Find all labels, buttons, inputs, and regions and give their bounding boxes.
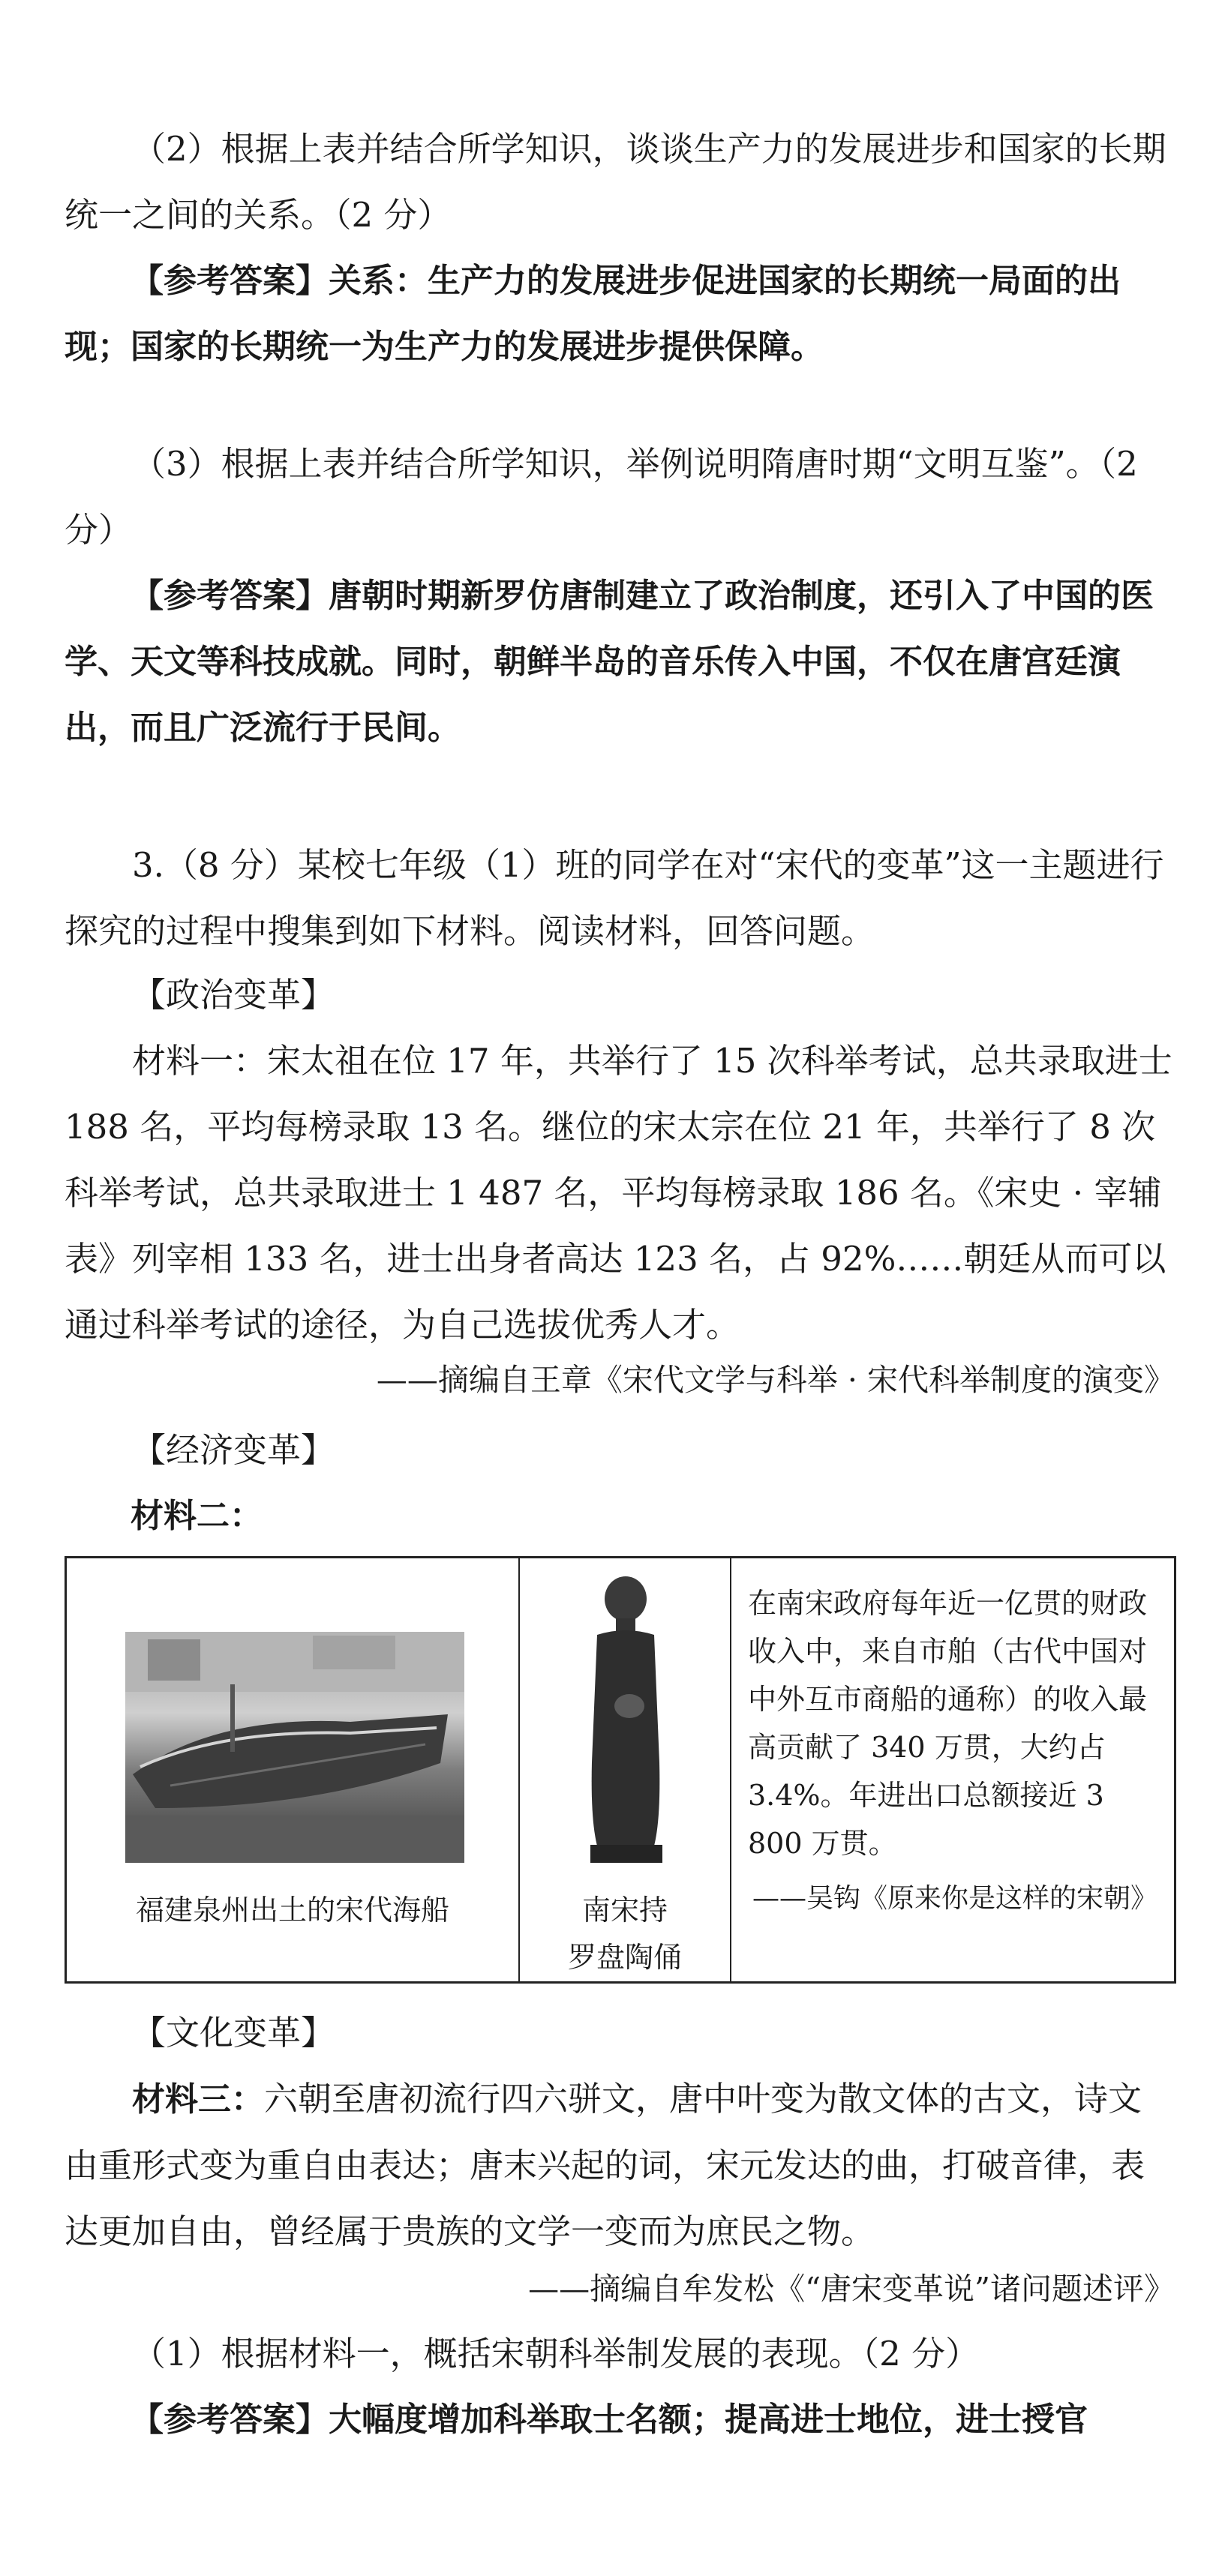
boat-cell — [67, 1558, 520, 1981]
answer-3-1: 【参考答案】大幅度增加科举取士名额；提高进士地位，进士授官 — [131, 2401, 1088, 2439]
answer-2-3: 【参考答案】唐朝时期新罗仿唐制建立了政治制度，还引入了中国的医学、天文等科技成就。同时，朝鲜半岛的音乐传入中国，不仅在唐宫廷演出，而且广泛流行于民间。 — [65, 577, 1154, 747]
figure-cell — [520, 1558, 731, 1981]
material-1: 材料一：宋太祖在位 17 年，共举行了 15 次科举考试，总共录取进士 188 名，平均每榜录取 13 名。继位的宋太宗在位 21 年，共举行了 8 次科举考试，总共录取进士 1 487 名，平均每榜录取 186 名。《宋史 · 宰辅表》列宰相 133 名，进士出身者高达 123 名，占 92%……朝廷从而可以通过科举考试的途径，为自己选拔优秀人才。 — [65, 1041, 1172, 1345]
material-3 — [65, 2066, 1175, 2265]
figurine-illustration — [571, 1575, 680, 1867]
material-2-label: 材料二： — [131, 1497, 263, 1535]
text-cell — [731, 1558, 1174, 1981]
figure-caption-line2: 罗盘陶俑 — [567, 1941, 682, 1974]
question-2-3: （3）根据上表并结合所学知识，举例说明隋唐时期“文明互鉴”。（2 分） — [65, 444, 1138, 550]
answer-2-2: 【参考答案】关系：生产力的发展进步促进国家的长期统一局面的出现；国家的长期统一为生产力的发展进步提供保障。 — [65, 262, 1121, 366]
compass-figurine-photo — [571, 1575, 680, 1867]
material-1-source: ——摘编自王章《宋代文学与科举 · 宋代科举制度的演变》 — [376, 1362, 1175, 1398]
figure-caption-line1: 南宋持 — [581, 1894, 668, 1927]
material-3-label: 材料三： — [132, 2080, 264, 2119]
boat-caption: 福建泉州出土的宋代海船 — [135, 1894, 449, 1927]
cultural-heading: 【文化变革】 — [132, 2013, 335, 2053]
material-3-text: 六朝至唐初流行四六骈文，唐中叶变为散文体的古文，诗文由重形式变为重自由表达；唐末兴起的词，宋元发达的曲，打破音律，表达更加自由，曾经属于贵族的文学一变而为庶民之物。 — [65, 2079, 1145, 2251]
political-heading: 【政治变革】 — [132, 975, 335, 1015]
question-2-2: （2）根据上表并结合所学知识，谈谈生产力的发展进步和国家的长期统一之间的关系。（2 分） — [65, 129, 1166, 235]
question-3-intro: 3.（8 分）某校七年级（1）班的同学在对“宋代的变革”这一主题进行探究的过程中搜集到如下材料。阅读材料，回答问题。 — [65, 845, 1164, 951]
question-3-1: （1）根据材料一，概括宋朝科举制发展的表现。（2 分） — [132, 2334, 980, 2374]
ship-illustration — [125, 1632, 464, 1863]
material-3-source: ——摘编自牟发松《“唐宋变革说”诸问题述评》 — [528, 2271, 1175, 2307]
material-2-source: ——吴钩《原来你是这样的宋朝》 — [752, 1883, 1157, 1914]
song-ship-photo — [125, 1632, 464, 1863]
economic-heading: 【经济变革】 — [132, 1430, 335, 1470]
material-2-text: 在南宋政府每年近一亿贯的财政收入中，来自市舶（古代中国对中外互市商船的通称）的收入最高贡献了 340 万贯，大约占 3.4%。年进出口总额接近 3 800 万贯。 — [748, 1587, 1148, 1860]
material-2-table — [65, 1556, 1176, 1984]
